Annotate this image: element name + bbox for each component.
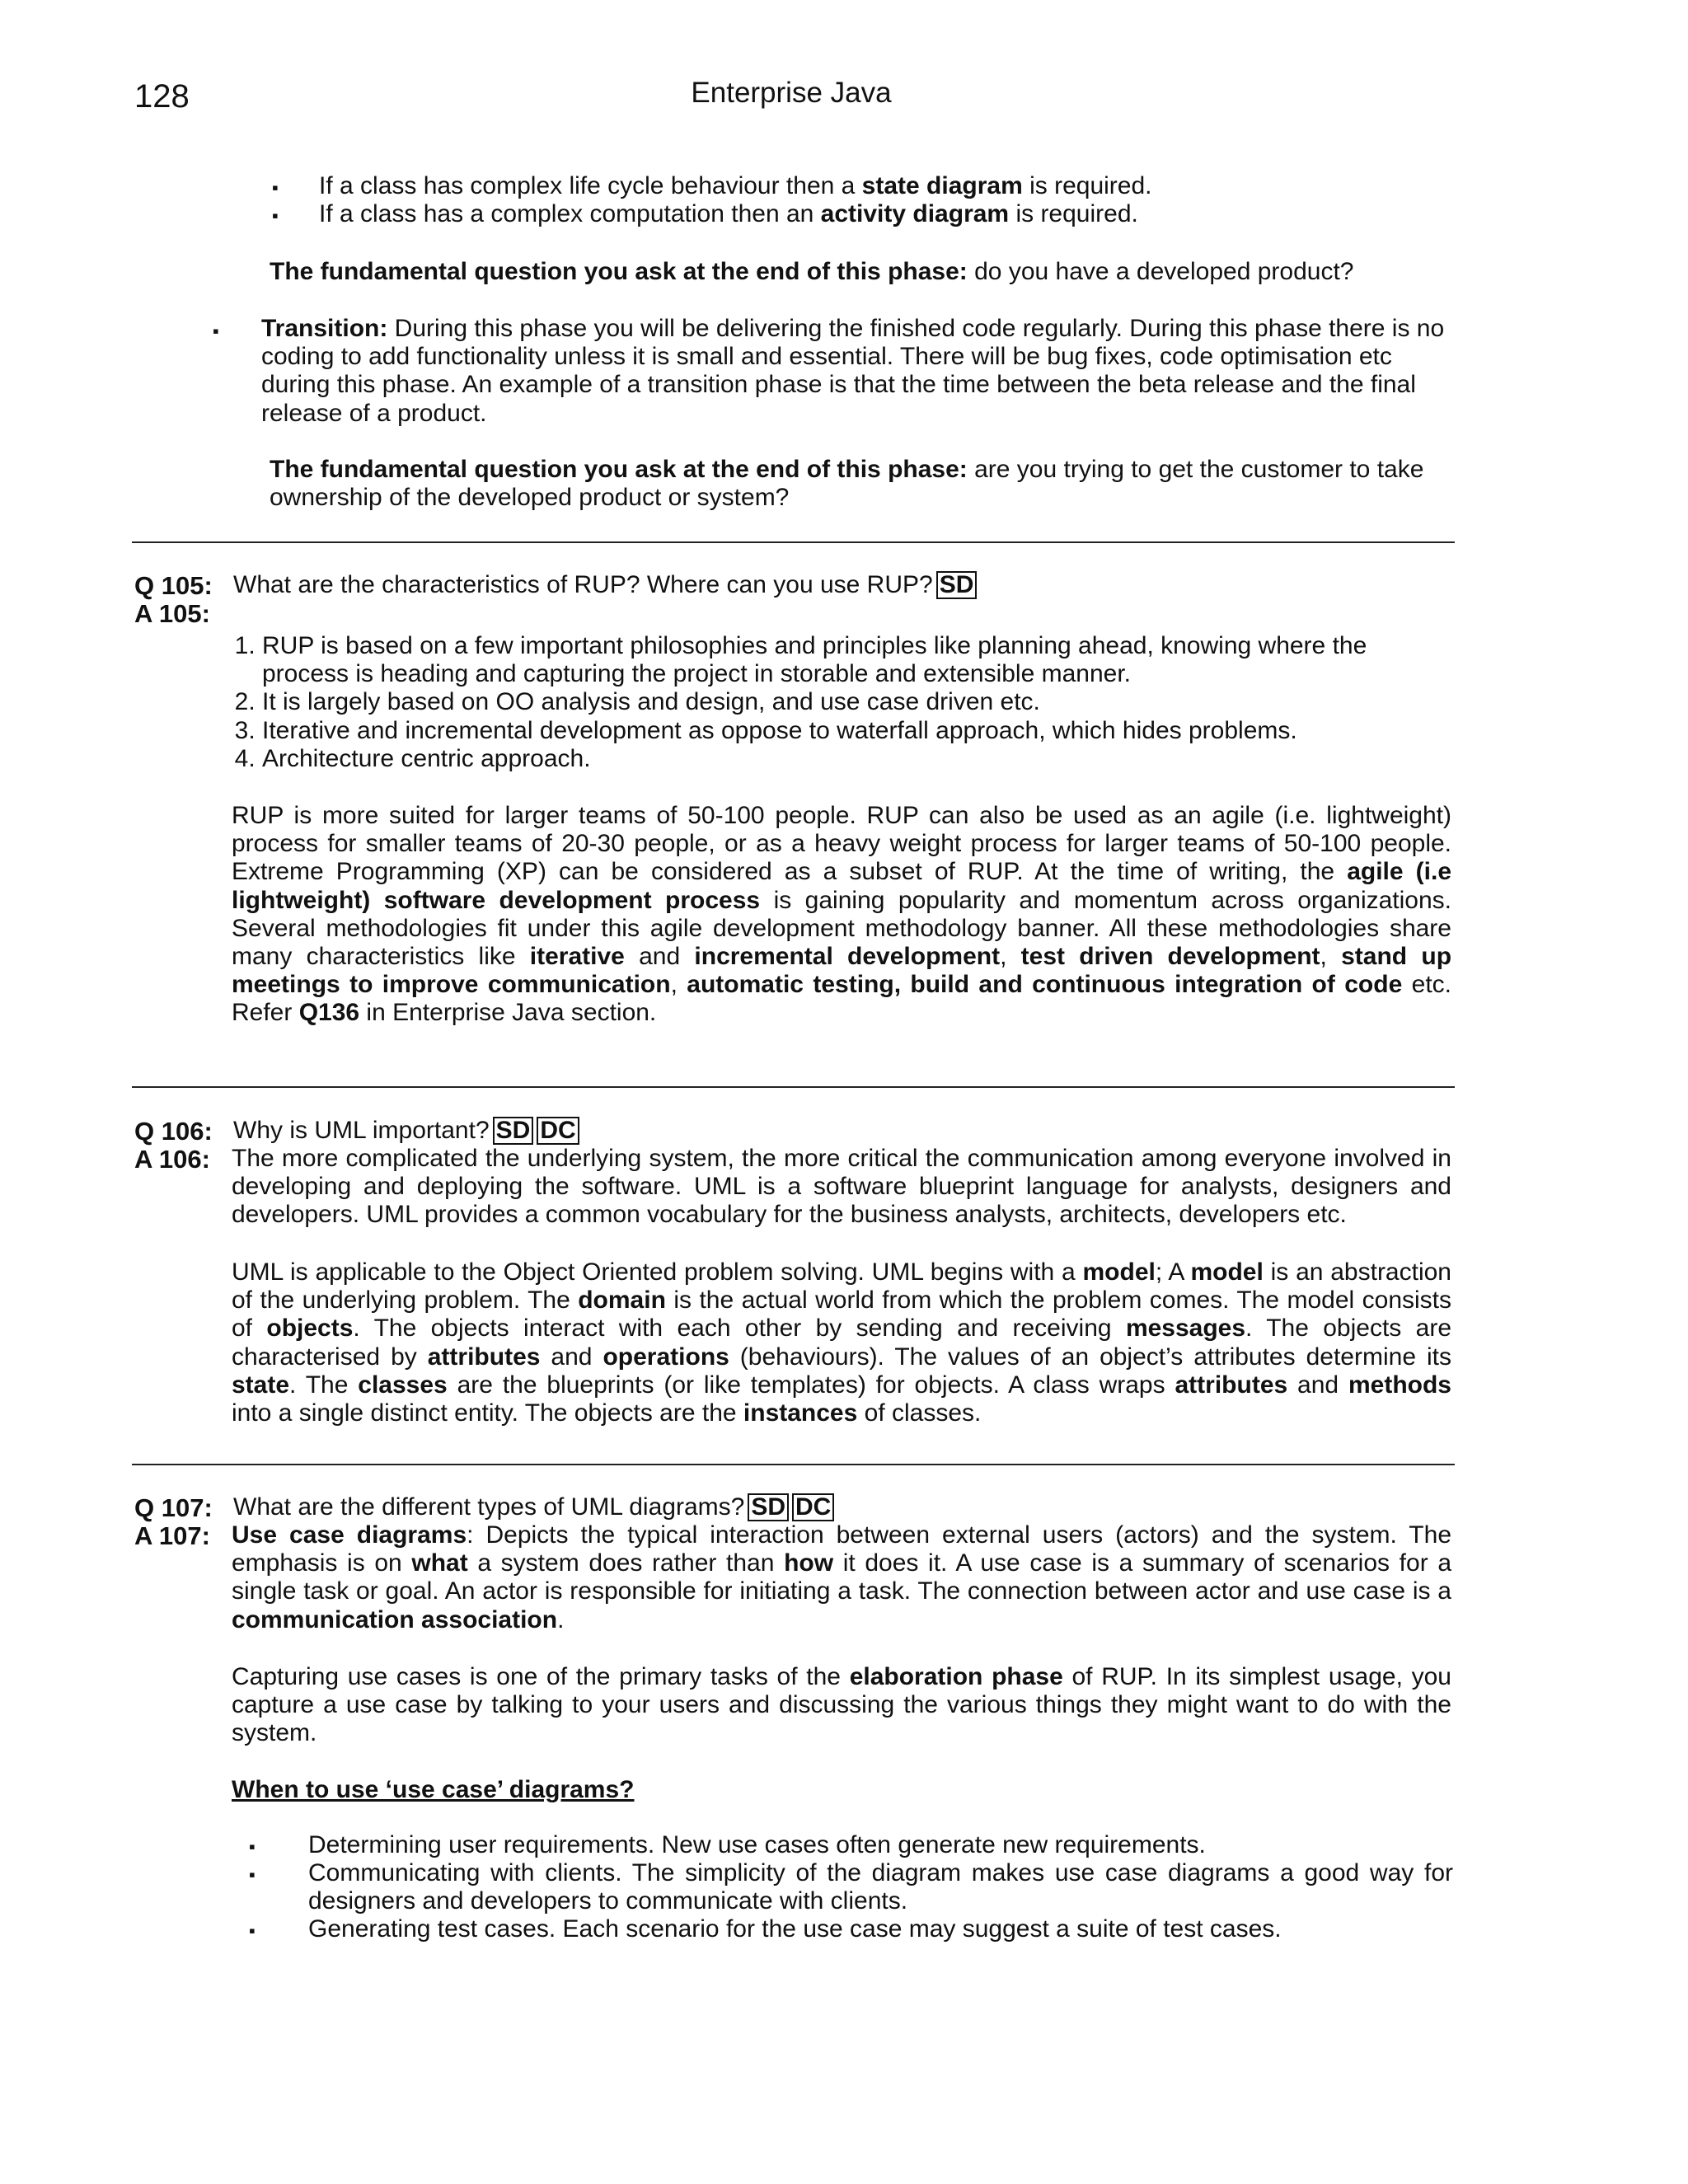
answer-label: A 107: [134,1521,210,1550]
tag-sd: SD [493,1117,534,1145]
tag-sd: SD [748,1493,789,1521]
characteristics-list [233,632,1453,773]
question-text: What are the different types of UML diagrams? SD DC [233,1493,1453,1521]
bullet-marker: ▪ [249,1864,256,1885]
page-number: 128 [134,78,190,115]
bullet-marker: ▪ [213,321,219,341]
bullet-marker: ▪ [249,1920,256,1941]
use-case-paragraph: Use case diagrams: Depicts the typical interaction between external users (actors) and the system. The emphasis is on what a system does rather than how it does it. A use case is a summary of scenarios for a single task or goal. An actor is responsible for initiating a task. The connection between actor and use case is a communication association. [232,1521,1452,1633]
list-item: Communicating with clients. The simplicity of the diagram makes use case diagrams a good way for designers and developers to communicate with clients. [308,1859,1453,1915]
question-text: What are the characteristics of RUP? Where can you use RUP? SD [233,571,1453,599]
list-item: 2. It is largely based on OO analysis and design, and use case driven etc. [262,688,1453,716]
answer-label: A 105: [134,599,210,628]
tag-dc: DC [792,1493,834,1521]
divider [132,541,1455,543]
question-label: Q 105: [134,571,213,600]
list-item: 4. Architecture centric approach. [262,745,1453,773]
list-item: Determining user requirements. New use cases often generate new requirements. [308,1831,1206,1858]
running-title: Enterprise Java [691,77,892,109]
bullet-marker: ▪ [272,177,279,198]
list-item: If a class has complex life cycle behaviour then a state diagram is required. [319,172,1152,199]
phase-question: The fundamental question you ask at the end of this phase: are you trying to get the customer to take ownership of the developed product or system? [270,456,1424,512]
bullet-marker: ▪ [249,1836,256,1857]
divider [132,1086,1455,1088]
tag-sd: SD [936,571,978,599]
rup-paragraph: RUP is more suited for larger teams of 50-100 people. RUP can also be used as an agile (i.e. lightweight) process for smaller teams of 20-30 people, or as a heavy weight process for larger teams of 50-100 people. Extreme Programming (XP) can be considered as a subset of RUP. At the time of writing, the agile (i.e lightweight) software development process is gaining popularity and momentum across organizations. Several methodologies fit under this agile development methodology banner. All these methodologies share many characteristics like iterative and incremental development, test driven development, stand up meetings to improve communication, automatic testing, build and continuous integration of code etc. Refer Q136 in Enterprise Java section. [232,802,1452,1027]
divider [132,1464,1455,1465]
question-text: Why is UML important? SD DC [233,1117,1453,1145]
question-label: Q 106: [134,1117,213,1146]
transition-paragraph: Transition: During this phase you will be delivering the finished code regularly. During this phase there is no coding to add functionality unless it is small and essential. There will be bug fixes, code optimisation etc during this phase. An example of a transition phase is that the time between the beta release and the final release of a product. [261,315,1445,427]
phase-question: The fundamental question you ask at the end of this phase: do you have a developed product? [270,258,1354,285]
uml-answer-paragraph: The more complicated the underlying system, the more critical the communication among everyone involved in developing and deploying the software. UML is a software blueprint language for analysts, designers and developers. UML provides a common vocabulary for the business analysts, architects, developers etc. [232,1145,1451,1229]
question-label: Q 107: [134,1493,213,1522]
tag-dc: DC [537,1117,579,1145]
list-item: If a class has a complex computation then an activity diagram is required. [319,200,1138,227]
bullet-marker: ▪ [272,205,279,226]
capturing-paragraph: Capturing use cases is one of the primary tasks of the elaboration phase of RUP. In its simplest usage, you capture a use case by talking to your users and discussing the various things they might want to do with the system. [232,1663,1451,1747]
answer-label: A 106: [134,1145,210,1174]
list-item: 1. RUP is based on a few important philosophies and principles like planning ahead, knowing where the process is heading and capturing the project in storable and extensible manner. [262,632,1453,688]
uml-model-paragraph: UML is applicable to the Object Oriented problem solving. UML begins with a model; A model is an abstraction of the underlying problem. The domain is the actual world from which the problem comes. The model consists of objects. The objects interact with each other by sending and receiving messages. The objects are characterised by attributes and operations (behaviours). The values of an object’s attributes determine its state. The classes are the blueprints (or like templates) for objects. A class wraps attributes and methods into a single distinct entity. The objects are the instances of classes. [232,1258,1452,1427]
list-item: Generating test cases. Each scenario for the use case may suggest a suite of test cases. [308,1915,1282,1943]
list-item: 3. Iterative and incremental development as oppose to waterfall approach, which hides problems. [262,717,1453,745]
when-to-use-heading: When to use ‘use case’ diagrams? [232,1776,635,1803]
